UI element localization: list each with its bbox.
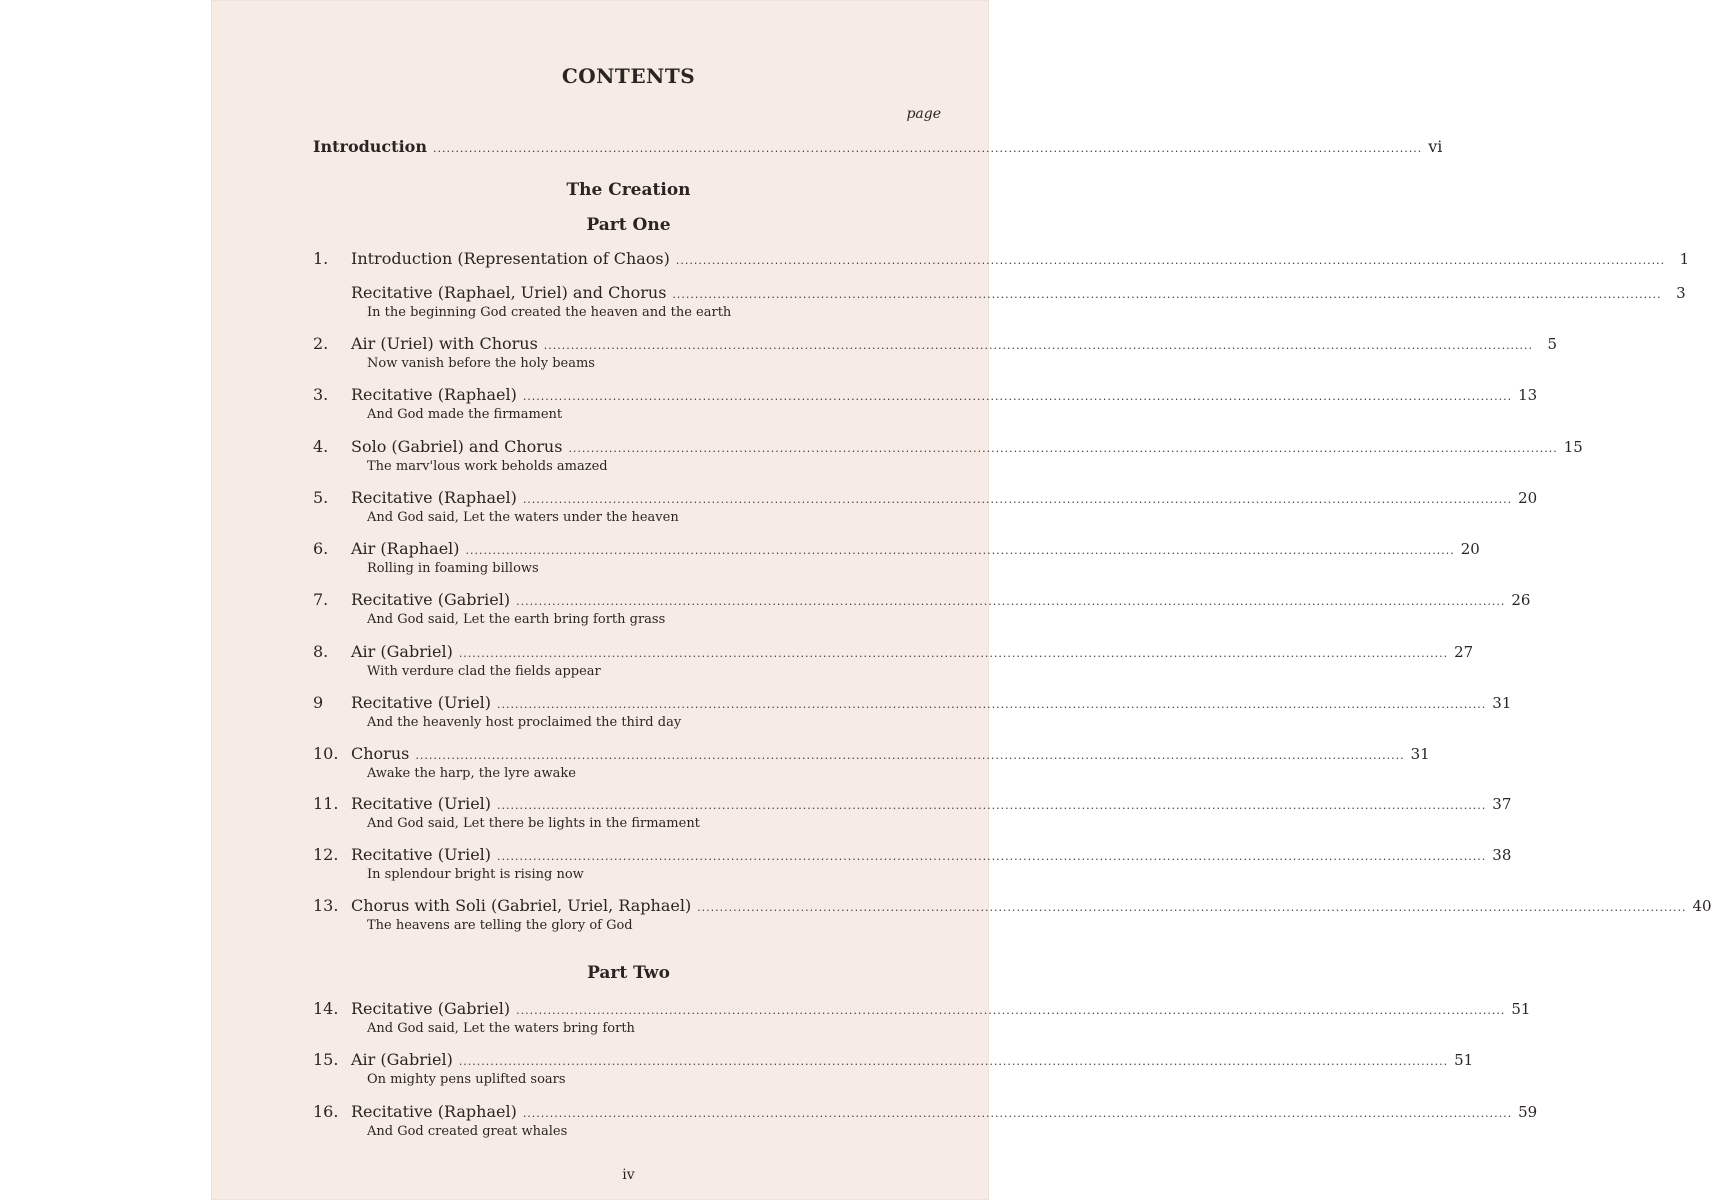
entry-row bbox=[313, 385, 1538, 407]
entry-page: 1 bbox=[1679, 250, 1690, 268]
entry-page: 13 bbox=[1518, 386, 1538, 404]
entry-page: 59 bbox=[1518, 1103, 1538, 1121]
entry-title: Chorus bbox=[351, 744, 410, 763]
entry-row bbox=[313, 794, 1512, 816]
dot-leader: ............................................................................................................................................................................................................................ bbox=[465, 544, 1455, 557]
entry-page: 31 bbox=[1492, 694, 1512, 712]
contents-title: CONTENTS bbox=[561, 64, 696, 88]
contents-entry bbox=[313, 794, 1512, 834]
introduction-entry bbox=[313, 137, 1443, 159]
entry-row bbox=[313, 845, 1512, 867]
contents-entry bbox=[313, 744, 1430, 784]
dot-leader: ............................................................................................................................................................................................................................ bbox=[543, 339, 1534, 352]
entry-page: 26 bbox=[1511, 591, 1531, 609]
dot-leader: ............................................................................................................................................................................................................................ bbox=[458, 1055, 1449, 1068]
entry-title: Introduction (Representation of Chaos) bbox=[351, 249, 670, 268]
dot-leader: ............................................................................................................................................................................................................................ bbox=[568, 442, 1558, 455]
entry-title: Air (Uriel) with Chorus bbox=[351, 334, 538, 353]
entry-title: Recitative (Gabriel) bbox=[351, 590, 511, 609]
dot-leader: ............................................................................................................................................................................................................................ bbox=[415, 749, 1405, 762]
contents-entry bbox=[313, 334, 1558, 374]
entry-page: 51 bbox=[1454, 1051, 1474, 1069]
dot-leader: ............................................................................................................................................................................................................................ bbox=[516, 595, 1506, 608]
dot-leader: ............................................................................................................................................................................................................................ bbox=[522, 1107, 1513, 1120]
contents-entry bbox=[313, 488, 1538, 528]
part-two-heading: Part Two bbox=[587, 963, 670, 983]
entry-subtitle: The heavens are telling the glory of God bbox=[367, 918, 633, 933]
entry-title: Air (Gabriel) bbox=[351, 642, 453, 661]
contents-entry bbox=[313, 693, 1512, 733]
entry-row bbox=[313, 488, 1538, 510]
entry-number: 12. bbox=[313, 845, 339, 864]
dot-leader: ............................................................................................................................................................................................................................ bbox=[522, 493, 1513, 506]
page-column-label: page bbox=[906, 106, 941, 122]
entry-subtitle: In the beginning God created the heaven and the earth bbox=[367, 305, 732, 320]
entry-number: 14. bbox=[313, 999, 339, 1018]
entry-title: Chorus with Soli (Gabriel, Uriel, Raphael) bbox=[351, 896, 692, 915]
entry-title: Air (Raphael) bbox=[351, 539, 460, 558]
entry-row bbox=[313, 539, 1480, 561]
entry-subtitle: And God said, Let the earth bring forth grass bbox=[367, 612, 666, 627]
entry-number: 13. bbox=[313, 896, 339, 915]
entry-title: Air (Gabriel) bbox=[351, 1050, 453, 1069]
dot-leader: ............................................................................................................................................................................................................................ bbox=[497, 799, 1487, 812]
entry-row bbox=[313, 1050, 1474, 1072]
entry-number: 9 bbox=[313, 693, 324, 712]
entry-page: 5 bbox=[1547, 335, 1558, 353]
introduction-page: vi bbox=[1428, 137, 1443, 156]
contents-entry bbox=[313, 590, 1531, 630]
entry-page: 40 bbox=[1692, 897, 1712, 915]
page-number: iv bbox=[622, 1167, 635, 1183]
entry-number: 6. bbox=[313, 539, 329, 558]
entry-number: 15. bbox=[313, 1050, 339, 1069]
entry-row bbox=[313, 1102, 1538, 1124]
entry-page: 37 bbox=[1492, 795, 1512, 813]
dot-leader: ............................................................................................................................................................................................................................ bbox=[697, 901, 1687, 914]
entry-subtitle: And God said, Let the waters under the heaven bbox=[367, 510, 679, 525]
entry-number: 5. bbox=[313, 488, 329, 507]
contents-entry bbox=[313, 539, 1480, 579]
entry-title: Recitative (Gabriel) bbox=[351, 999, 511, 1018]
entry-subtitle: On mighty pens uplifted soars bbox=[367, 1072, 566, 1087]
entry-number: 1. bbox=[313, 249, 329, 268]
entry-title: Recitative (Uriel) bbox=[351, 794, 492, 813]
entry-title: Recitative (Raphael) bbox=[351, 385, 517, 404]
entry-page: 15 bbox=[1563, 438, 1583, 456]
dot-leader: ............................................................................................................................................................................................................................ bbox=[458, 647, 1449, 660]
entry-row bbox=[313, 283, 1686, 305]
part-one-heading: Part One bbox=[586, 215, 671, 235]
entry-title: Recitative (Uriel) bbox=[351, 845, 492, 864]
dot-leader: ............................................................................................................................................................................................................................ bbox=[497, 850, 1487, 863]
entry-page: 51 bbox=[1511, 1000, 1531, 1018]
entry-subtitle: In splendour bright is rising now bbox=[367, 867, 584, 882]
entry-row bbox=[313, 590, 1531, 612]
entry-page: 20 bbox=[1460, 540, 1480, 558]
entry-number: 11. bbox=[313, 794, 339, 813]
entry-number: 10. bbox=[313, 744, 339, 763]
entry-row bbox=[313, 896, 1712, 918]
entry-subtitle: The marv'lous work beholds amazed bbox=[367, 459, 608, 474]
entry-row bbox=[313, 642, 1474, 664]
dot-leader: ............................................................................................................................................................................................................................ bbox=[497, 698, 1487, 711]
entry-subtitle: And God said, Let the waters bring forth bbox=[367, 1021, 635, 1036]
dot-leader: ............................................................................................................................................................................................................................ bbox=[522, 390, 1513, 403]
entry-subtitle: And the heavenly host proclaimed the third day bbox=[367, 715, 682, 730]
entry-subtitle: And God said, Let there be lights in the firmament bbox=[367, 816, 700, 831]
dot-leader: ............................................................................................................................................................................................................................ bbox=[672, 288, 1662, 301]
contents-entry bbox=[313, 1050, 1474, 1090]
entry-page: 31 bbox=[1410, 745, 1430, 763]
contents-entry bbox=[313, 385, 1538, 425]
entry-page: 20 bbox=[1518, 489, 1538, 507]
entry-title: Recitative (Raphael, Uriel) and Chorus bbox=[351, 283, 667, 302]
entry-subtitle: Now vanish before the holy beams bbox=[367, 356, 595, 371]
entry-number: 3. bbox=[313, 385, 329, 404]
entry-title: Recitative (Uriel) bbox=[351, 693, 492, 712]
entry-subtitle: With verdure clad the fields appear bbox=[367, 664, 601, 679]
entry-number: 16. bbox=[313, 1102, 339, 1121]
contents-entry bbox=[313, 437, 1583, 477]
entry-page: 3 bbox=[1676, 284, 1686, 302]
work-title: The Creation bbox=[566, 180, 691, 200]
entry-row bbox=[313, 437, 1583, 459]
entry-subtitle: Awake the harp, the lyre awake bbox=[367, 766, 576, 781]
introduction-label: Introduction bbox=[313, 137, 427, 156]
contents-entry bbox=[313, 1102, 1538, 1142]
entry-number: 4. bbox=[313, 437, 329, 456]
entry-page: 38 bbox=[1492, 846, 1512, 864]
dot-leader: ............................................................................................................................................................................................................................ bbox=[675, 254, 1666, 267]
entry-row bbox=[313, 999, 1531, 1021]
entry-row bbox=[313, 249, 1690, 271]
entry-row bbox=[313, 693, 1512, 715]
contents-entry bbox=[313, 999, 1531, 1039]
entry-title: Recitative (Raphael) bbox=[351, 1102, 517, 1121]
dot-leader: ............................................................................................................................................................................................................................ bbox=[432, 142, 1423, 155]
entry-subtitle: And God created great whales bbox=[367, 1124, 568, 1139]
contents-entry bbox=[313, 283, 1686, 323]
entry-number: 7. bbox=[313, 590, 329, 609]
entry-row bbox=[313, 334, 1558, 356]
entry-number: 2. bbox=[313, 334, 329, 353]
entry-row bbox=[313, 744, 1430, 766]
contents-entry bbox=[313, 896, 1712, 936]
entry-page: 27 bbox=[1454, 643, 1474, 661]
dot-leader: ............................................................................................................................................................................................................................ bbox=[516, 1004, 1506, 1017]
entry-title: Recitative (Raphael) bbox=[351, 488, 517, 507]
entry-subtitle: Rolling in foaming billows bbox=[367, 561, 539, 576]
book-page bbox=[211, 0, 1712, 1200]
contents-entry bbox=[313, 845, 1512, 885]
entry-title: Solo (Gabriel) and Chorus bbox=[351, 437, 563, 456]
entry-subtitle: And God made the firmament bbox=[367, 407, 563, 422]
contents-entry bbox=[313, 642, 1474, 682]
entry-number: 8. bbox=[313, 642, 329, 661]
